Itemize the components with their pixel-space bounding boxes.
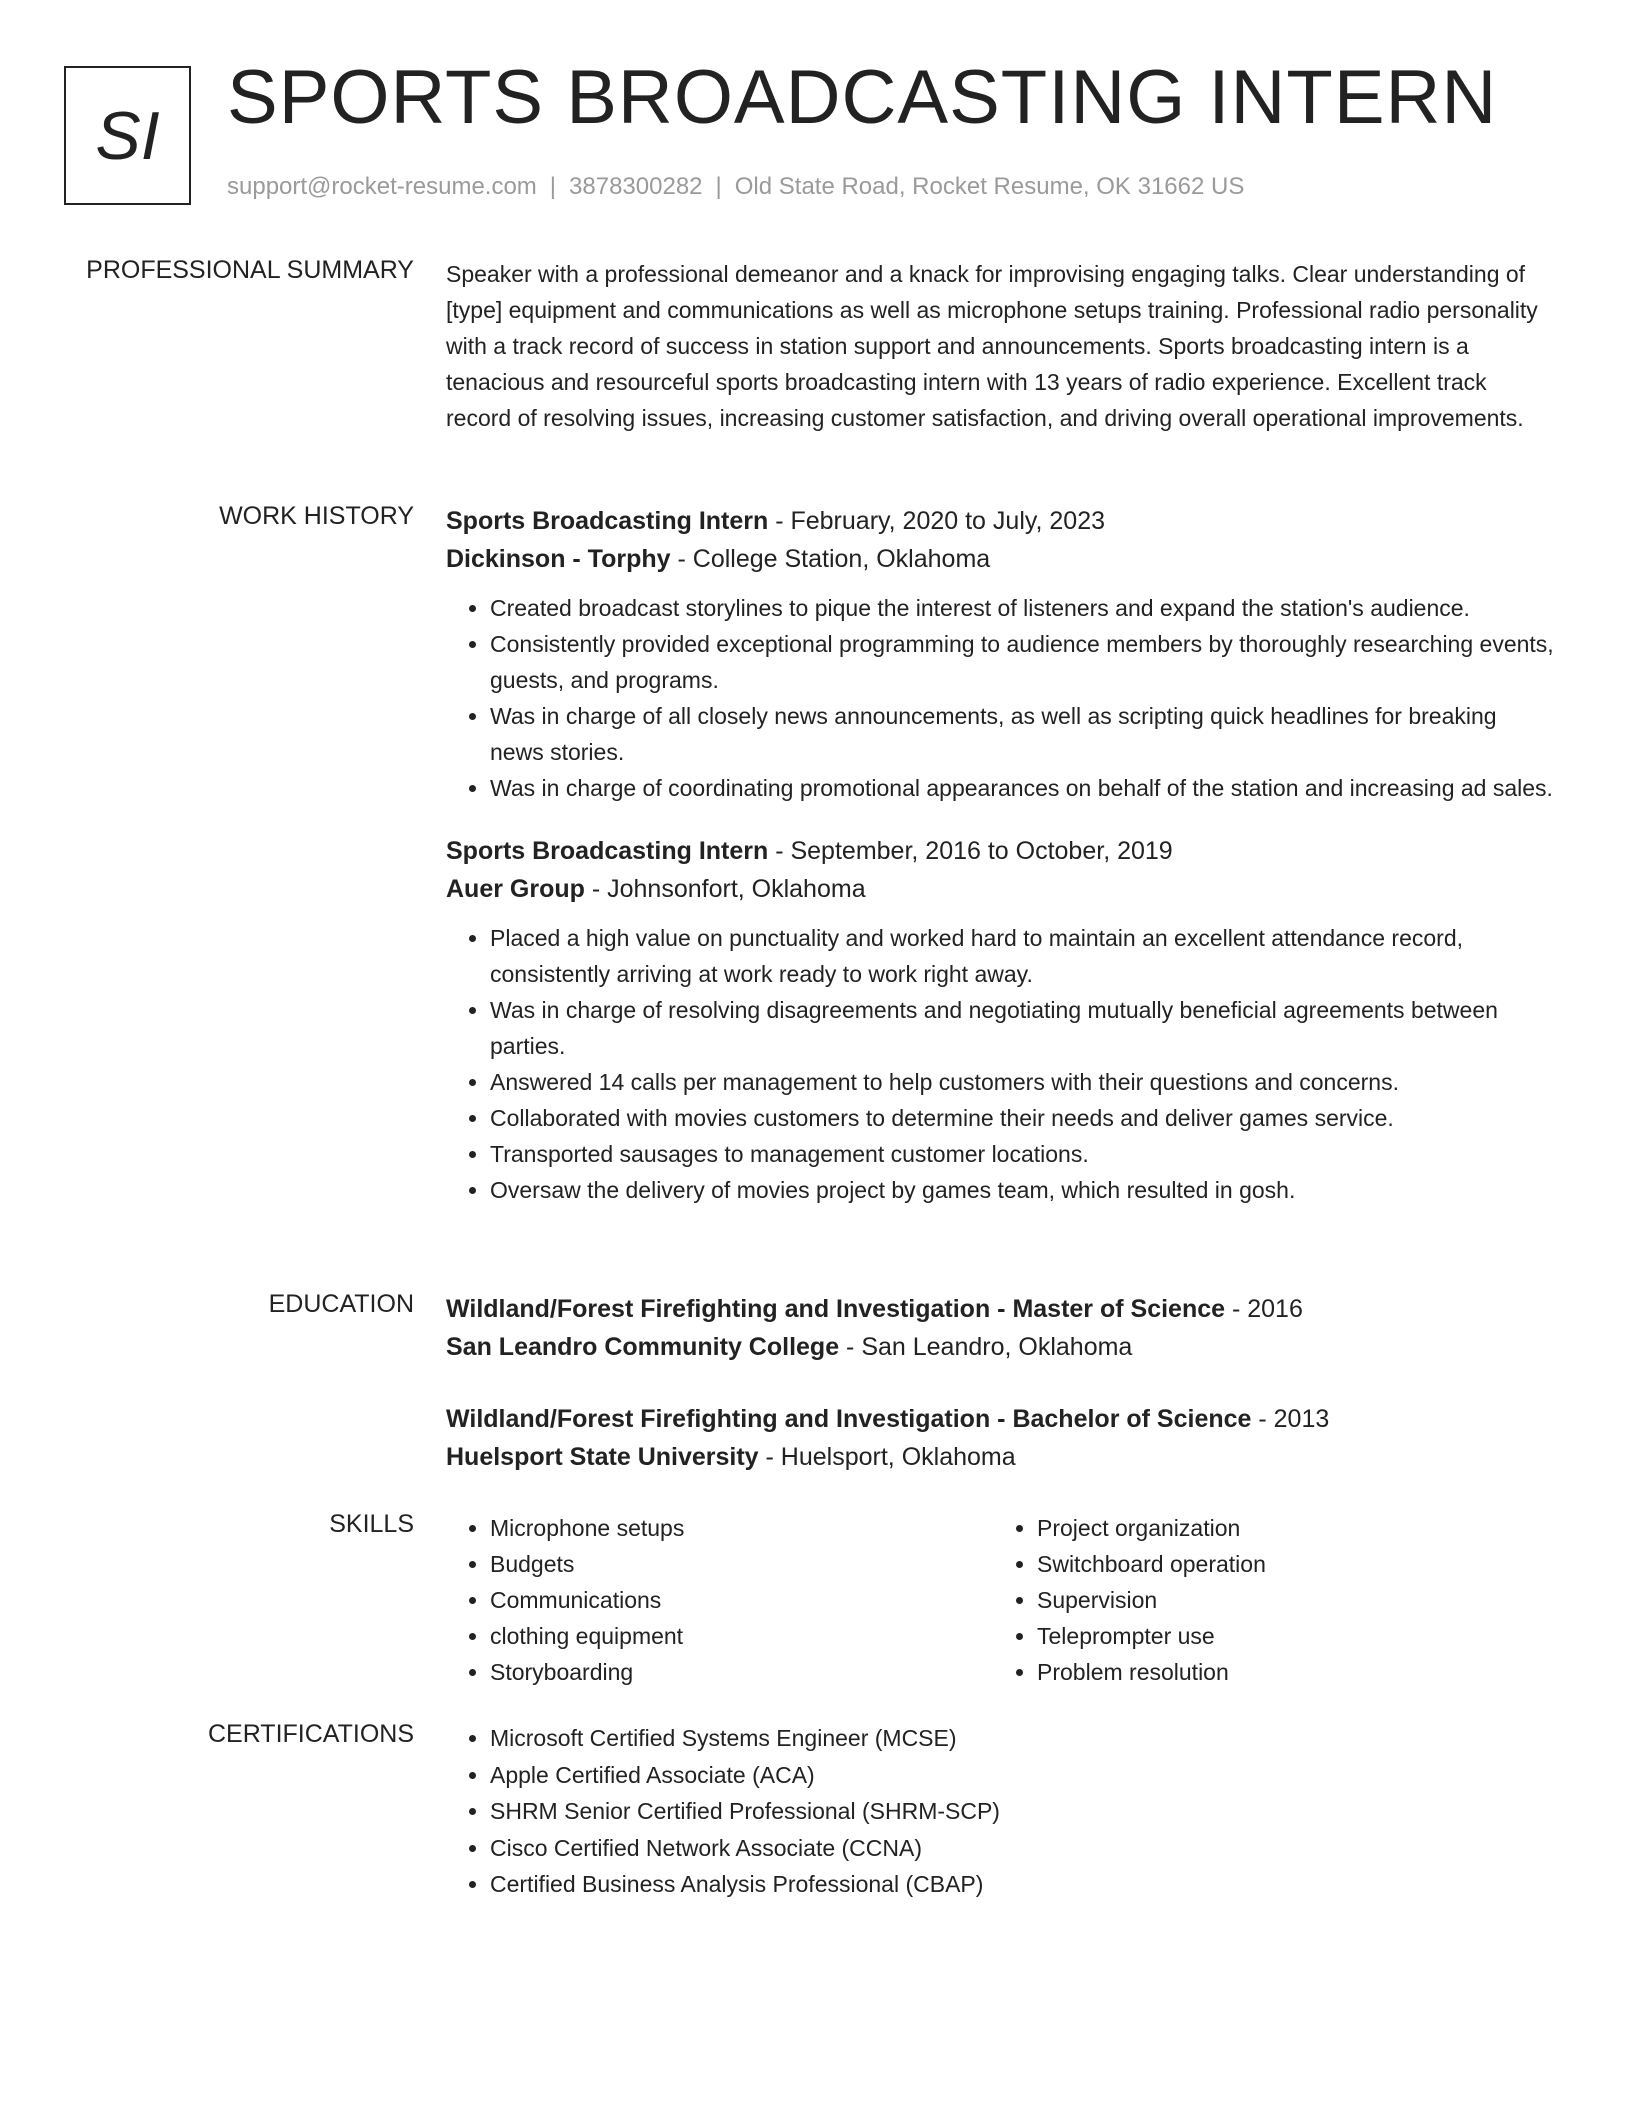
certification-item: • SHRM Senior Certified Professional (SHRM-SCP) [490,1793,1556,1830]
skills-list-left [446,1510,993,1690]
education-year: - 2013 [1251,1405,1330,1433]
education-entry [446,1400,1556,1476]
contact-email[interactable]: support@rocket-resume.com [227,173,537,200]
candidate-title: SPORTS BROADCASTING INTERN [227,55,1498,140]
summary-body [446,256,1556,436]
skill-item: • Budgets [490,1546,993,1582]
contact-line [227,173,1244,201]
certifications-list [446,1720,1556,1903]
job-entry [446,832,1556,1208]
education-degree-line [446,1290,1556,1328]
job-company-line [446,870,1556,908]
education-degree: Wildland/Forest Firefighting and Investigation - Master of Science [446,1295,1226,1323]
job-duty-item: • Consistently provided exceptional programming to audience members by thoroughly researching events, guests, and programs. [490,626,1556,698]
skill-item: • Switchboard operation [1037,1546,1540,1582]
job-location: - College Station, Oklahoma [670,545,991,573]
contact-separator: | [715,173,722,200]
education-location: - Huelsport, Oklahoma [758,1443,1016,1471]
job-duty-item: • Created broadcast storylines to pique the interest of listeners and expand the station's audience. [490,590,1556,626]
job-duty-item: • Transported sausages to management customer locations. [490,1136,1556,1172]
job-duty-item: • Answered 14 calls per management to help customers with their questions and concerns. [490,1064,1556,1100]
job-title-line [446,502,1556,540]
work-history-body [446,502,1556,1208]
monogram-badge [64,66,191,205]
skill-item: • Communications [490,1582,993,1618]
job-duty-item: • Was in charge of all closely news announcements, as well as scripting quick headlines for breaking news stories. [490,698,1556,770]
skill-item: • Problem resolution [1037,1654,1540,1690]
job-dates: - February, 2020 to July, 2023 [768,507,1106,535]
job-company: Auer Group [446,875,585,903]
skill-item: • Supervision [1037,1582,1540,1618]
certification-item: • Microsoft Certified Systems Engineer (MCSE) [490,1720,1556,1757]
education-degree: Wildland/Forest Firefighting and Investigation - Bachelor of Science [446,1405,1252,1433]
job-duty-item: • Was in charge of coordinating promotional appearances on behalf of the station and increasing ad sales. [490,770,1556,806]
summary-text: Speaker with a professional demeanor and a knack for improvising engaging talks. Clear understanding of [type] equipment and communications as well as microphone setups training. Professional radio personality with a track record of success in station support and announcements. Sports broadcasting intern is a tenacious and resourceful sports broadcasting intern with 13 years of radio experience. Excellent track record of resolving issues, increasing customer satisfaction, and driving overall operational improvements. [446,261,1538,431]
skill-item: • Microphone setups [490,1510,993,1546]
section-heading-certifications: CERTIFICATIONS [207,1720,414,1748]
job-dates: - September, 2016 to October, 2019 [768,837,1173,865]
job-title-line [446,832,1556,870]
education-body [446,1290,1556,1476]
skill-item: • Project organization [1037,1510,1540,1546]
education-school: Huelsport State University [446,1443,759,1471]
job-duty-item: • Placed a high value on punctuality and worked hard to maintain an excellent attendance record, consistently arriving at work ready to work right away. [490,920,1556,992]
job-location: - Johnsonfort, Oklahoma [584,875,866,903]
job-duties-list [446,590,1556,806]
section-heading-summary: PROFESSIONAL SUMMARY [86,256,414,284]
education-school-line [446,1328,1556,1366]
skill-item: • Teleprompter use [1037,1618,1540,1654]
job-company: Dickinson - Torphy [446,545,671,573]
job-company-line [446,540,1556,578]
contact-separator: | [549,173,557,200]
skills-grid [446,1510,1556,1690]
job-duties-list [446,920,1556,1208]
job-entry [446,502,1556,806]
education-location: - San Leandro, Oklahoma [839,1333,1133,1361]
certification-item: • Apple Certified Associate (ACA) [490,1757,1556,1794]
section-heading-skills: SKILLS [329,1510,414,1538]
skill-item: • clothing equipment [490,1618,993,1654]
education-entry [446,1290,1556,1366]
certification-item: • Cisco Certified Network Associate (CCNA) [490,1830,1556,1867]
job-duty-item: • Was in charge of resolving disagreements and negotiating mutually beneficial agreements between parties. [490,992,1556,1064]
section-heading-education: EDUCATION [268,1290,414,1318]
contact-address: Old State Road, Rocket Resume, OK 31662 US [734,173,1245,200]
monogram-initials: SI [95,97,160,174]
job-duty-item: • Oversaw the delivery of movies project by games team, which resulted in gosh. [490,1172,1556,1208]
job-duty-item: • Collaborated with movies customers to determine their needs and deliver games service. [490,1100,1556,1136]
education-school: San Leandro Community College [446,1333,840,1361]
education-school-line [446,1438,1556,1476]
education-degree-line [446,1400,1556,1438]
certifications-body [446,1720,1556,1903]
certification-item: • Certified Business Analysis Professional (CBAP) [490,1866,1556,1903]
skills-list-right [993,1510,1540,1690]
skills-body [446,1510,1556,1690]
job-title: Sports Broadcasting Intern [446,837,769,865]
education-year: - 2016 [1225,1295,1303,1323]
job-title: Sports Broadcasting Intern [446,507,769,535]
contact-phone[interactable]: 3878300282 [569,173,703,200]
skill-item: • Storyboarding [490,1654,993,1690]
section-heading-work-history: WORK HISTORY [219,502,414,530]
